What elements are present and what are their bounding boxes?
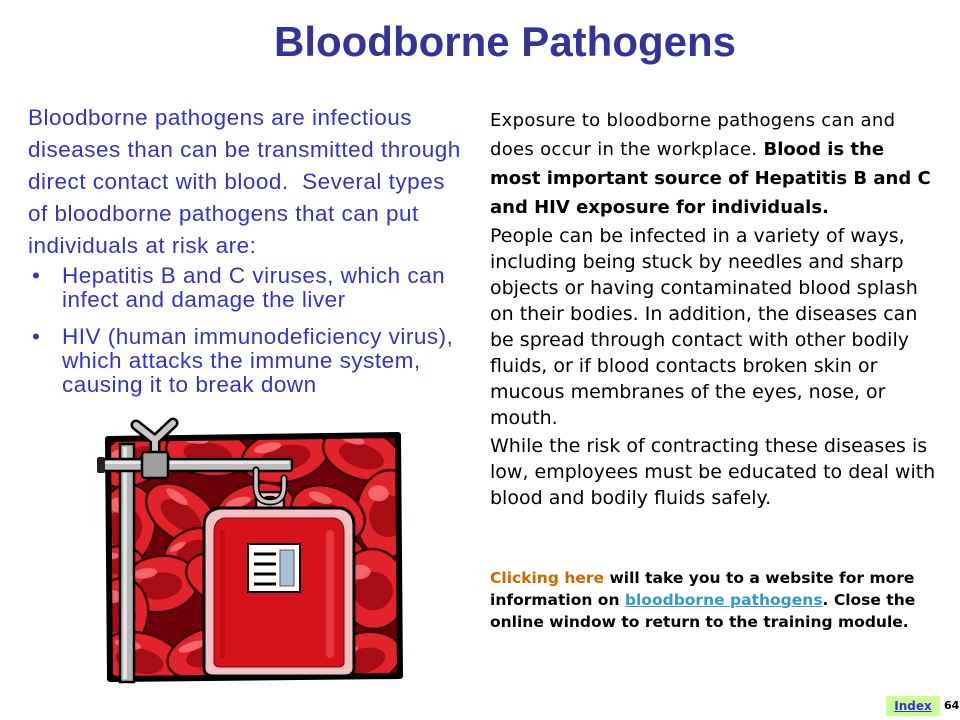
intro-line: diseases than can be transmitted through — [28, 137, 461, 162]
paragraph-line: on their bodies. In addition, the diseases can — [490, 303, 918, 325]
intro-line: individuals at risk are: — [28, 233, 257, 258]
page-title: Bloodborne Pathogens — [274, 18, 736, 65]
page-number: 64 — [944, 699, 960, 712]
paragraph-line: mucous membranes of the eyes, nose, or — [490, 381, 886, 403]
paragraph-line — [490, 135, 931, 164]
note-text: will take you to a website for more — [604, 569, 915, 587]
bullet-icon: • — [32, 324, 41, 349]
iv-pole-crossbar — [97, 457, 292, 473]
infection-paragraph — [490, 223, 918, 431]
note-text: . Close the — [822, 591, 916, 609]
paragraph-line: including being stuck by needles and sharp — [490, 251, 904, 273]
bloodborne-pathogens-link[interactable]: bloodborne pathogens — [624, 591, 823, 609]
paragraph-bold-line: and HIV exposure for individuals. — [490, 197, 829, 218]
intro-line: of bloodborne pathogens that can put — [28, 201, 419, 226]
paragraph-text: does occur in the workplace. — [490, 139, 764, 160]
iv-pole — [120, 444, 134, 682]
intro-line: Bloodborne pathogens are infectious — [28, 105, 413, 130]
bullet-text — [62, 325, 453, 397]
paragraph-line: objects or having contaminated blood splash — [490, 277, 918, 299]
clicking-here-text: Clicking here — [490, 569, 605, 587]
bullet-item-hepatitis — [28, 264, 478, 312]
intro-paragraph — [28, 102, 478, 262]
paragraph-line: be spread through contact with other bodily — [490, 329, 909, 351]
note-line: online window to return to the training module. — [490, 613, 909, 631]
bullet-line: causing it to break down — [62, 372, 317, 397]
paragraph-line: low, employees must be educated to deal with — [490, 461, 936, 483]
bullet-item-hiv — [28, 325, 478, 397]
bullet-text — [62, 264, 445, 312]
bullet-line: which attacks the immune system, — [62, 348, 421, 373]
website-link-note — [490, 567, 915, 633]
intro-line: direct contact with blood. Several types — [28, 169, 445, 194]
bullet-line: HIV (human immunodeficiency virus), — [62, 324, 454, 349]
paragraph-line: While the risk of contracting these diseases is — [490, 435, 928, 457]
left-column — [28, 102, 478, 397]
exposure-paragraph — [490, 106, 931, 222]
paragraph-line: fluids, or if blood contacts broken skin or — [490, 355, 878, 377]
blood-bag-label — [248, 544, 300, 592]
paragraph-bold-line: most important source of Hepatitis B and C — [490, 168, 931, 189]
paragraph-line: Exposure to bloodborne pathogens can and — [490, 110, 896, 131]
paragraph-line: mouth. — [490, 407, 558, 429]
iv-pole-clamp — [142, 452, 168, 478]
risk-paragraph — [490, 433, 935, 511]
index-link[interactable]: Index — [894, 699, 932, 713]
note-text: information on — [490, 591, 625, 609]
paragraph-line: People can be infected in a variety of ways, — [490, 225, 905, 247]
note-line — [490, 589, 915, 611]
paragraph-line: blood and bodily fluids safely. — [490, 487, 772, 509]
paragraph-bold-text: Blood is the — [763, 139, 885, 160]
note-line — [490, 567, 915, 589]
bullet-line: Hepatitis B and C viruses, which can — [62, 263, 446, 288]
index-button[interactable] — [886, 696, 940, 716]
bullet-icon: • — [32, 263, 41, 288]
bullet-line: infect and damage the liver — [62, 287, 346, 312]
iv-blood-bag-clipart — [90, 414, 410, 686]
